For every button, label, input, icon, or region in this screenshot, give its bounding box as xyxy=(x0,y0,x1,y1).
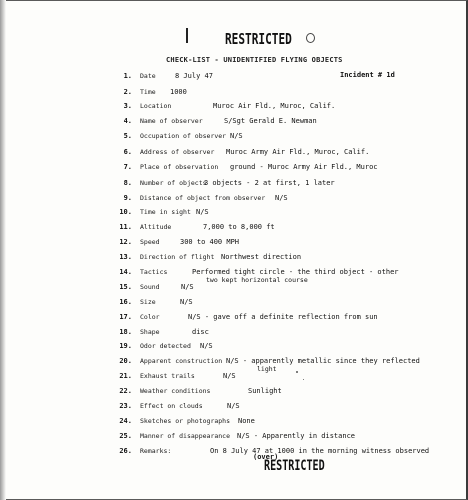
item-value: Northwest direction xyxy=(221,253,302,261)
item-label: Number of objects xyxy=(140,179,207,187)
item-label: Exhaust trails xyxy=(140,372,195,380)
item-number: 9. xyxy=(123,194,132,202)
item-number: 17. xyxy=(119,313,132,321)
item-label: Odor detected xyxy=(140,342,191,350)
item-number: 8. xyxy=(123,179,132,187)
item-label: Sketches or photographs xyxy=(140,417,231,425)
item-label: Manner of disappearance xyxy=(140,432,231,440)
item-label: Location xyxy=(140,102,172,110)
item-value-continuation: light xyxy=(257,365,277,373)
item-number: 12. xyxy=(119,238,132,246)
item-label: Weather conditions xyxy=(140,387,211,395)
item-number: 7. xyxy=(123,163,132,171)
over-note: (over) xyxy=(253,453,279,461)
item-value: 7,000 to 8,000 ft xyxy=(203,223,275,231)
item-value: N/S - gave off a definite reflection from sun xyxy=(188,313,378,321)
item-value: N/S xyxy=(181,283,194,291)
item-number: 11. xyxy=(119,223,132,231)
item-number: 26. xyxy=(119,447,132,455)
page-edge-shadow xyxy=(0,0,6,500)
item-value: N/S xyxy=(196,208,209,216)
form-title: CHECK-LIST - UNIDENTIFIED FLYING OBJECTS xyxy=(166,56,343,64)
item-number: 18. xyxy=(119,328,132,336)
item-value: 1000 xyxy=(170,88,187,96)
item-value: N/S xyxy=(275,194,288,202)
item-label: Place of observation xyxy=(140,163,219,171)
item-label: Date xyxy=(140,72,156,80)
item-value: N/S - Apparently in distance xyxy=(237,432,356,440)
item-label: Remarks: xyxy=(140,447,172,455)
item-number: 15. xyxy=(119,283,132,291)
item-value: ground - Muroc Army Air Fld., Muroc xyxy=(230,163,378,171)
item-number: 13. xyxy=(119,253,132,261)
item-value: N/S xyxy=(180,298,193,306)
item-label: Time in sight xyxy=(140,208,191,216)
item-number: 10. xyxy=(119,208,132,216)
item-label: Time xyxy=(140,88,156,96)
item-number: 5. xyxy=(123,132,132,140)
item-number: 23. xyxy=(119,402,132,410)
item-label: Tactics xyxy=(140,268,168,276)
item-number: 25. xyxy=(119,432,132,440)
punch-mark-right xyxy=(306,33,315,43)
item-label: Sound xyxy=(140,283,160,291)
item-number: 22. xyxy=(119,387,132,395)
item-value: None xyxy=(238,417,255,425)
ink-speck xyxy=(303,379,304,380)
restricted-stamp-bottom: RESTRICTED xyxy=(264,458,325,474)
item-label: Name of observer xyxy=(140,117,203,125)
item-number: 4. xyxy=(123,117,132,125)
item-number: 21. xyxy=(119,372,132,380)
item-value: Sunlight xyxy=(248,387,282,395)
item-label: Color xyxy=(140,313,160,321)
item-number: 16. xyxy=(119,298,132,306)
item-value-continuation: two kept horizontal course xyxy=(206,276,308,284)
restricted-stamp-top: RESTRICTED xyxy=(225,30,292,48)
item-number: 2. xyxy=(123,88,132,96)
item-value: N/S - apparently metallic since they reflected xyxy=(226,357,420,365)
item-label: Size xyxy=(140,298,156,306)
item-value: Muroc Army Air Fld., Muroc, Calif. xyxy=(226,148,370,156)
item-value: Muroc Air Fld., Muroc, Calif. xyxy=(213,102,336,110)
ink-speck xyxy=(296,371,298,373)
item-label: Altitude xyxy=(140,223,172,231)
item-value: On 8 July 47 at 1000 in the morning witness observed xyxy=(210,447,430,455)
item-number: 3. xyxy=(123,102,132,110)
item-value: N/S xyxy=(230,132,243,140)
item-value: Performed tight circle - the third object - other xyxy=(192,268,399,276)
item-value: N/S xyxy=(227,402,240,410)
item-number: 20. xyxy=(119,357,132,365)
item-number: 19. xyxy=(119,342,132,350)
item-label: Address of observer xyxy=(140,148,215,156)
item-value: N/S xyxy=(223,372,236,380)
item-number: 1. xyxy=(123,72,132,80)
item-label: Effect on clouds xyxy=(140,402,203,410)
item-value: 8 July 47 xyxy=(175,72,213,80)
item-number: 24. xyxy=(119,417,132,425)
item-label: Occupation of observer xyxy=(140,132,227,140)
item-label: Apparent construction xyxy=(140,357,223,365)
item-number: 6. xyxy=(123,148,132,156)
item-value: 3 objects - 2 at first, 1 later xyxy=(204,179,335,187)
item-label: Direction of flight xyxy=(140,253,215,261)
item-label: Speed xyxy=(140,238,160,246)
incident-number: Incident # 1d xyxy=(340,71,395,79)
item-value: N/S xyxy=(200,342,213,350)
item-value: 300 to 400 MPH xyxy=(180,238,240,246)
punch-mark-left xyxy=(186,28,190,43)
item-label: Distance of object from observer xyxy=(140,194,266,202)
item-value: S/Sgt Gerald E. Newman xyxy=(224,117,317,125)
item-number: 14. xyxy=(119,268,132,276)
item-value: disc xyxy=(192,328,209,336)
item-label: Shape xyxy=(140,328,160,336)
